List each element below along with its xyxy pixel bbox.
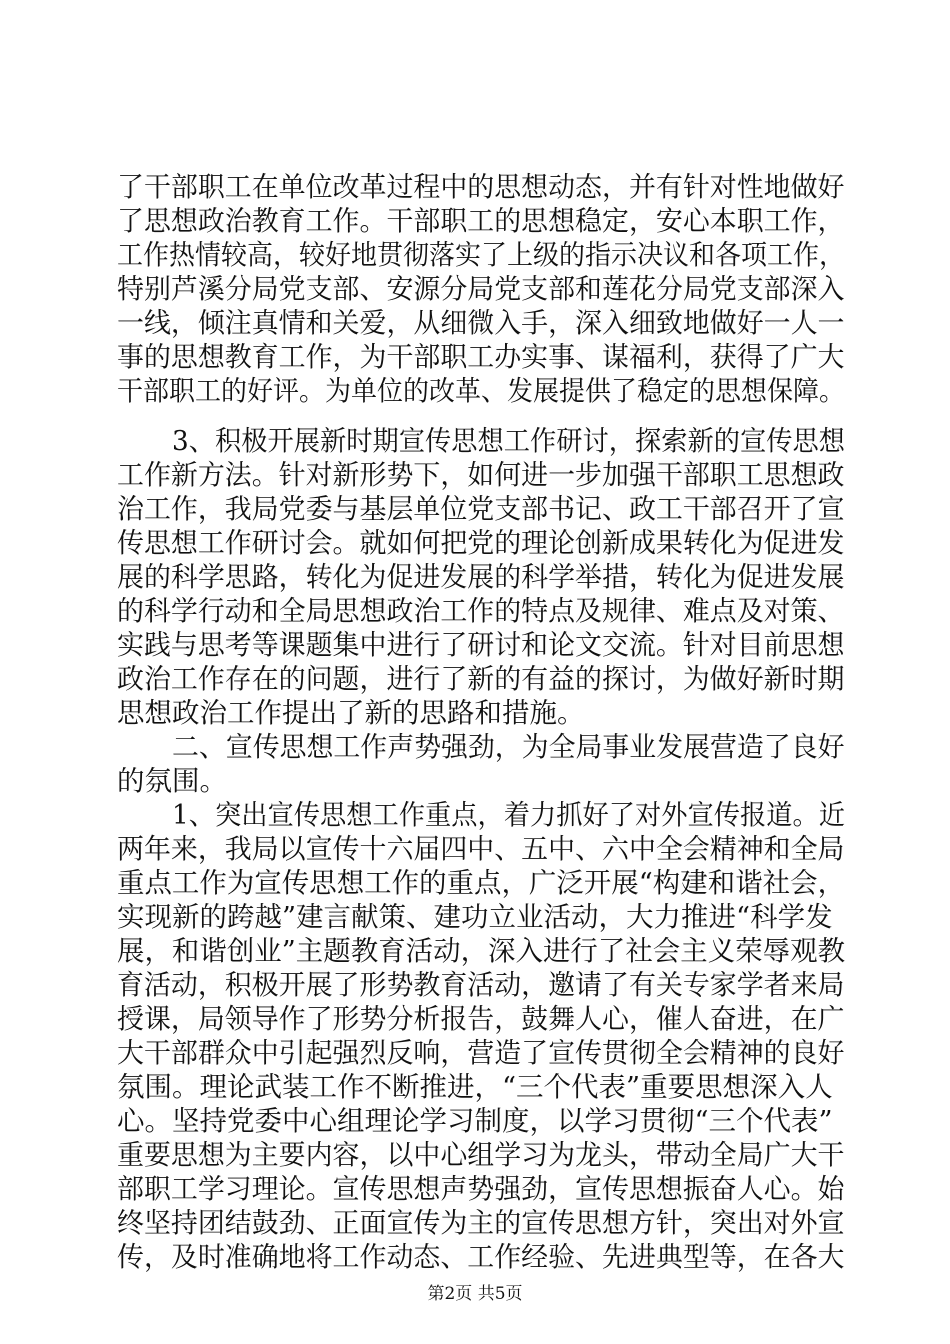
text-line: 政治工作存在的问题，进行了新的有益的探讨，为做好新时期 — [117, 663, 845, 695]
text-line: 的科学行动和全局思想政治工作的特点及规律、难点及对策、 — [117, 595, 845, 627]
text-line: 一线，倾注真情和关爱，从细微入手，深入细致地做好一人一 — [117, 307, 845, 339]
text-line: 治工作，我局党委与基层单位党支部书记、政工干部召开了宣 — [117, 493, 845, 525]
text-line: 传思想工作研讨会。就如何把党的理论创新成果转化为促进发 — [117, 527, 845, 559]
text-line: 重要思想为主要内容，以中心组学习为龙头，带动全局广大干 — [117, 1139, 845, 1171]
text-line: 了干部职工在单位改革过程中的思想动态，并有针对性地做好 — [117, 171, 845, 203]
text-line: 大干部群众中引起强烈反响，营造了宣传贯彻全会精神的良好 — [117, 1037, 845, 1069]
text-line: 实现新的跨越”建言献策、建功立业活动，大力推进“科学发 — [117, 901, 833, 933]
text-line: 两年来，我局以宣传十六届四中、五中、六中全会精神和全局 — [117, 833, 845, 865]
text-line: 育活动，积极开展了形势教育活动，邀请了有关专家学者来局 — [117, 969, 845, 1001]
text-line: 特别芦溪分局党支部、安源分局党支部和莲花分局党支部深入 — [117, 273, 845, 305]
text-line: 干部职工的好评。为单位的改革、发展提供了稳定的思想保障。 — [117, 375, 846, 407]
text-line: 1、突出宣传思想工作重点，着力抓好了对外宣传报道。近 — [172, 799, 845, 831]
text-line: 工作新方法。针对新形势下，如何进一步加强干部职工思想政 — [117, 459, 845, 491]
text-line: 重点工作为宣传思想工作的重点，广泛开展“构建和谐社会， — [117, 867, 846, 899]
text-line: 终坚持团结鼓劲、正面宣传为主的宣传思想方针，突出对外宣 — [117, 1207, 845, 1239]
text-line: 3、积极开展新时期宣传思想工作研讨，探索新的宣传思想 — [172, 425, 845, 457]
text-line: 授课，局领导作了形势分析报告，鼓舞人心，催人奋进，在广 — [117, 1003, 845, 1035]
text-line: 传，及时准确地将工作动态、工作经验、先进典型等，在各大 — [117, 1241, 845, 1273]
text-line: 氛围。理论武装工作不断推进，“三个代表”重要思想深入人 — [117, 1071, 833, 1103]
text-line: 工作热情较高，较好地贯彻落实了上级的指示决议和各项工作， — [117, 239, 846, 271]
section-heading: 的氛围。 — [117, 765, 227, 797]
text-line: 了思想政治教育工作。干部职工的思想稳定，安心本职工作， — [117, 205, 845, 237]
text-line: 事的思想教育工作，为干部职工办实事、谋福利，获得了广大 — [117, 341, 845, 373]
page-number-footer: 第2页 共5页 — [427, 1284, 523, 1304]
text-line: 展的科学思路，转化为促进发展的科学举措，转化为促进发展 — [117, 561, 845, 593]
text-line: 部职工学习理论。宣传思想声势强劲，宣传思想振奋人心。始 — [117, 1173, 845, 1205]
section-heading: 二、宣传思想工作声势强劲，为全局事业发展营造了良好 — [172, 731, 845, 763]
text-line: 展，和谐创业”主题教育活动，深入进行了社会主义荣辱观教 — [117, 935, 846, 967]
text-line: 思想政治工作提出了新的思路和措施。 — [117, 697, 585, 729]
text-line: 心。坚持党委中心组理论学习制度，以学习贯彻“三个代表” — [117, 1105, 833, 1137]
text-line: 实践与思考等课题集中进行了研讨和论文交流。针对目前思想 — [117, 629, 845, 661]
